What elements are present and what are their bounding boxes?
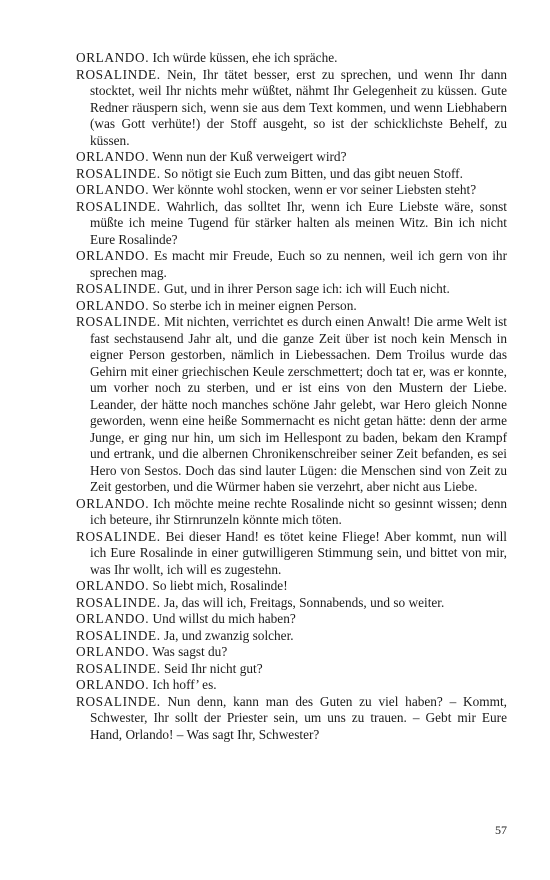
speech-text: Was sagst du? xyxy=(152,644,228,659)
speaker-name: ORLANDO. xyxy=(76,248,150,263)
speaker-name: ORLANDO. xyxy=(76,297,150,313)
speech-line xyxy=(76,248,507,281)
speaker-name: ROSALINDE. xyxy=(76,314,161,329)
speech-line xyxy=(76,661,507,678)
speech-text: Es macht mir Freude, Euch so zu nennen, weil ich gern von ihr sprechen mag. xyxy=(90,248,507,280)
speech-text: Mit nichten, verrichtet es durch einen Anwalt! Die arme Welt ist fast sechstausend Jahr alt, und die ganze Zeit über ist noch kein Mensch in eigner Person gestorben, nämlich in Liebessachen. Dem Troilus wurde das Gehirn mit einer griechischen Keule zerschmettert; doch tat er, was er konnte, um vorher noch zu sterben, und er ist eins von den Mustern der Liebe. Leander, der hätte noch manches schöne Jahr gelebt, war Hero gleich Nonne geworden, wenn eine heiße Sommernacht es nicht getan hätte: denn der arme Junge, er ging nur hin, um sich im Hellespont zu baden, bekam den Krampf und ertrank, und die albernen Chronikenschreiber seiner Zeit befanden, es sei Hero von Sestos. Doch das sind lauter Lügen: die Menschen sind von Zeit zu Zeit gestorben, und die Würmer haben sie verzehrt, aber nicht aus Liebe. xyxy=(90,314,508,494)
speech-text: Nein, Ihr tätet besser, erst zu sprechen, und wenn Ihr dann stocktet, weil Ihr nichts mehr wüßtet, nähmt Ihr Gelegenheit zu küssen. Gute Redner räuspern sich, wenn sie aus dem Text kommen, und wenn Liebhabern (was Gott verhüte!) der Stoff ausgeht, so ist der schicklichste Behelf, zu küssen. xyxy=(90,66,508,148)
speaker-name: ORLANDO. xyxy=(76,611,150,626)
page-number: 57 xyxy=(495,823,507,837)
speech-text: Wahrlich, das solltet Ihr, wenn ich Eure Liebste wäre, sonst müßte ich meine Tugend für stärker halten als meinen Witz. Bin ich nicht Eure Rosalinde? xyxy=(90,198,507,247)
speech-line xyxy=(76,694,507,744)
speech-line xyxy=(76,149,507,166)
speech-line xyxy=(76,578,507,595)
speech-text: Bei dieser Hand! es tötet keine Fliege! Aber kommt, nun will ich Eure Rosalinde in einer gutwilligeren Stimmung sein, und bittet von mir, was Ihr wollt, ich will es zugestehn. xyxy=(90,528,507,577)
speech-text: So sterbe ich in meiner eignen Person. xyxy=(152,297,357,313)
speaker-name: ORLANDO. xyxy=(76,182,150,197)
speaker-name: ORLANDO. xyxy=(76,495,150,511)
speech-text: Gut, und in ihrer Person sage ich: ich will Euch nicht. xyxy=(164,281,450,296)
speaker-name: ROSALINDE. xyxy=(76,66,161,82)
speaker-name: ROSALINDE. xyxy=(76,594,161,610)
speaker-name: ROSALINDE. xyxy=(76,281,161,296)
speech-line xyxy=(76,529,507,579)
speech-line xyxy=(76,281,507,298)
speech-text: Ja, und zwanzig solcher. xyxy=(164,627,294,643)
speaker-name: ROSALINDE. xyxy=(76,198,161,214)
speaker-name: ORLANDO. xyxy=(76,644,150,659)
speech-text: Wer könnte wohl stocken, wenn er vor seiner Liebsten steht? xyxy=(152,182,477,197)
speaker-name: ORLANDO. xyxy=(76,149,150,164)
speech-text: Nun denn, kann man des Guten zu viel haben? – Kommt, Schwester, Ihr sollt der Priester sein, um uns zu trauen. – Gebt mir Eure Hand, Orlando! – Was sagt Ihr, Schwester? xyxy=(90,693,507,742)
speech-text: Ja, das will ich, Freitags, Sonnabends, und so weiter. xyxy=(164,594,445,610)
speech-line xyxy=(76,199,507,249)
speaker-name: ROSALINDE. xyxy=(76,693,161,709)
speaker-name: ROSALINDE. xyxy=(76,528,161,544)
speech-text: So nötigt sie Euch zum Bitten, und das gibt neuen Stoff. xyxy=(164,165,463,181)
speech-line xyxy=(76,166,507,183)
speaker-name: ROSALINDE. xyxy=(76,627,161,643)
speech-line xyxy=(76,611,507,628)
speech-line xyxy=(76,298,507,315)
speech-text: Und willst du mich haben? xyxy=(152,611,296,626)
speech-line xyxy=(76,182,507,199)
speech-text: So liebt mich, Rosalinde! xyxy=(152,578,288,593)
speech-line xyxy=(76,50,507,67)
speech-text: Ich möchte meine rechte Rosalinde nicht so gesinnt wissen; denn ich beteure, ihr Stirnrunzeln könnte mich töten. xyxy=(90,495,507,527)
speech-text: Wenn nun der Kuß verweigert wird? xyxy=(152,149,347,164)
speech-line xyxy=(76,677,507,694)
speech-text: Ich hoff’ es. xyxy=(152,677,217,692)
speech-text: Ich würde küssen, ehe ich spräche. xyxy=(152,50,338,65)
speech-text: Seid Ihr nicht gut? xyxy=(164,660,263,676)
speaker-name: ROSALINDE. xyxy=(76,165,161,181)
speech-line xyxy=(76,595,507,612)
speech-line xyxy=(76,496,507,529)
speaker-name: ORLANDO. xyxy=(76,677,150,692)
speech-line xyxy=(76,628,507,645)
speech-line xyxy=(76,67,507,150)
page-body xyxy=(76,50,507,743)
speech-line xyxy=(76,314,507,496)
speech-line xyxy=(76,644,507,661)
speaker-name: ROSALINDE. xyxy=(76,660,161,676)
speaker-name: ORLANDO. xyxy=(76,50,150,65)
speaker-name: ORLANDO. xyxy=(76,578,150,593)
